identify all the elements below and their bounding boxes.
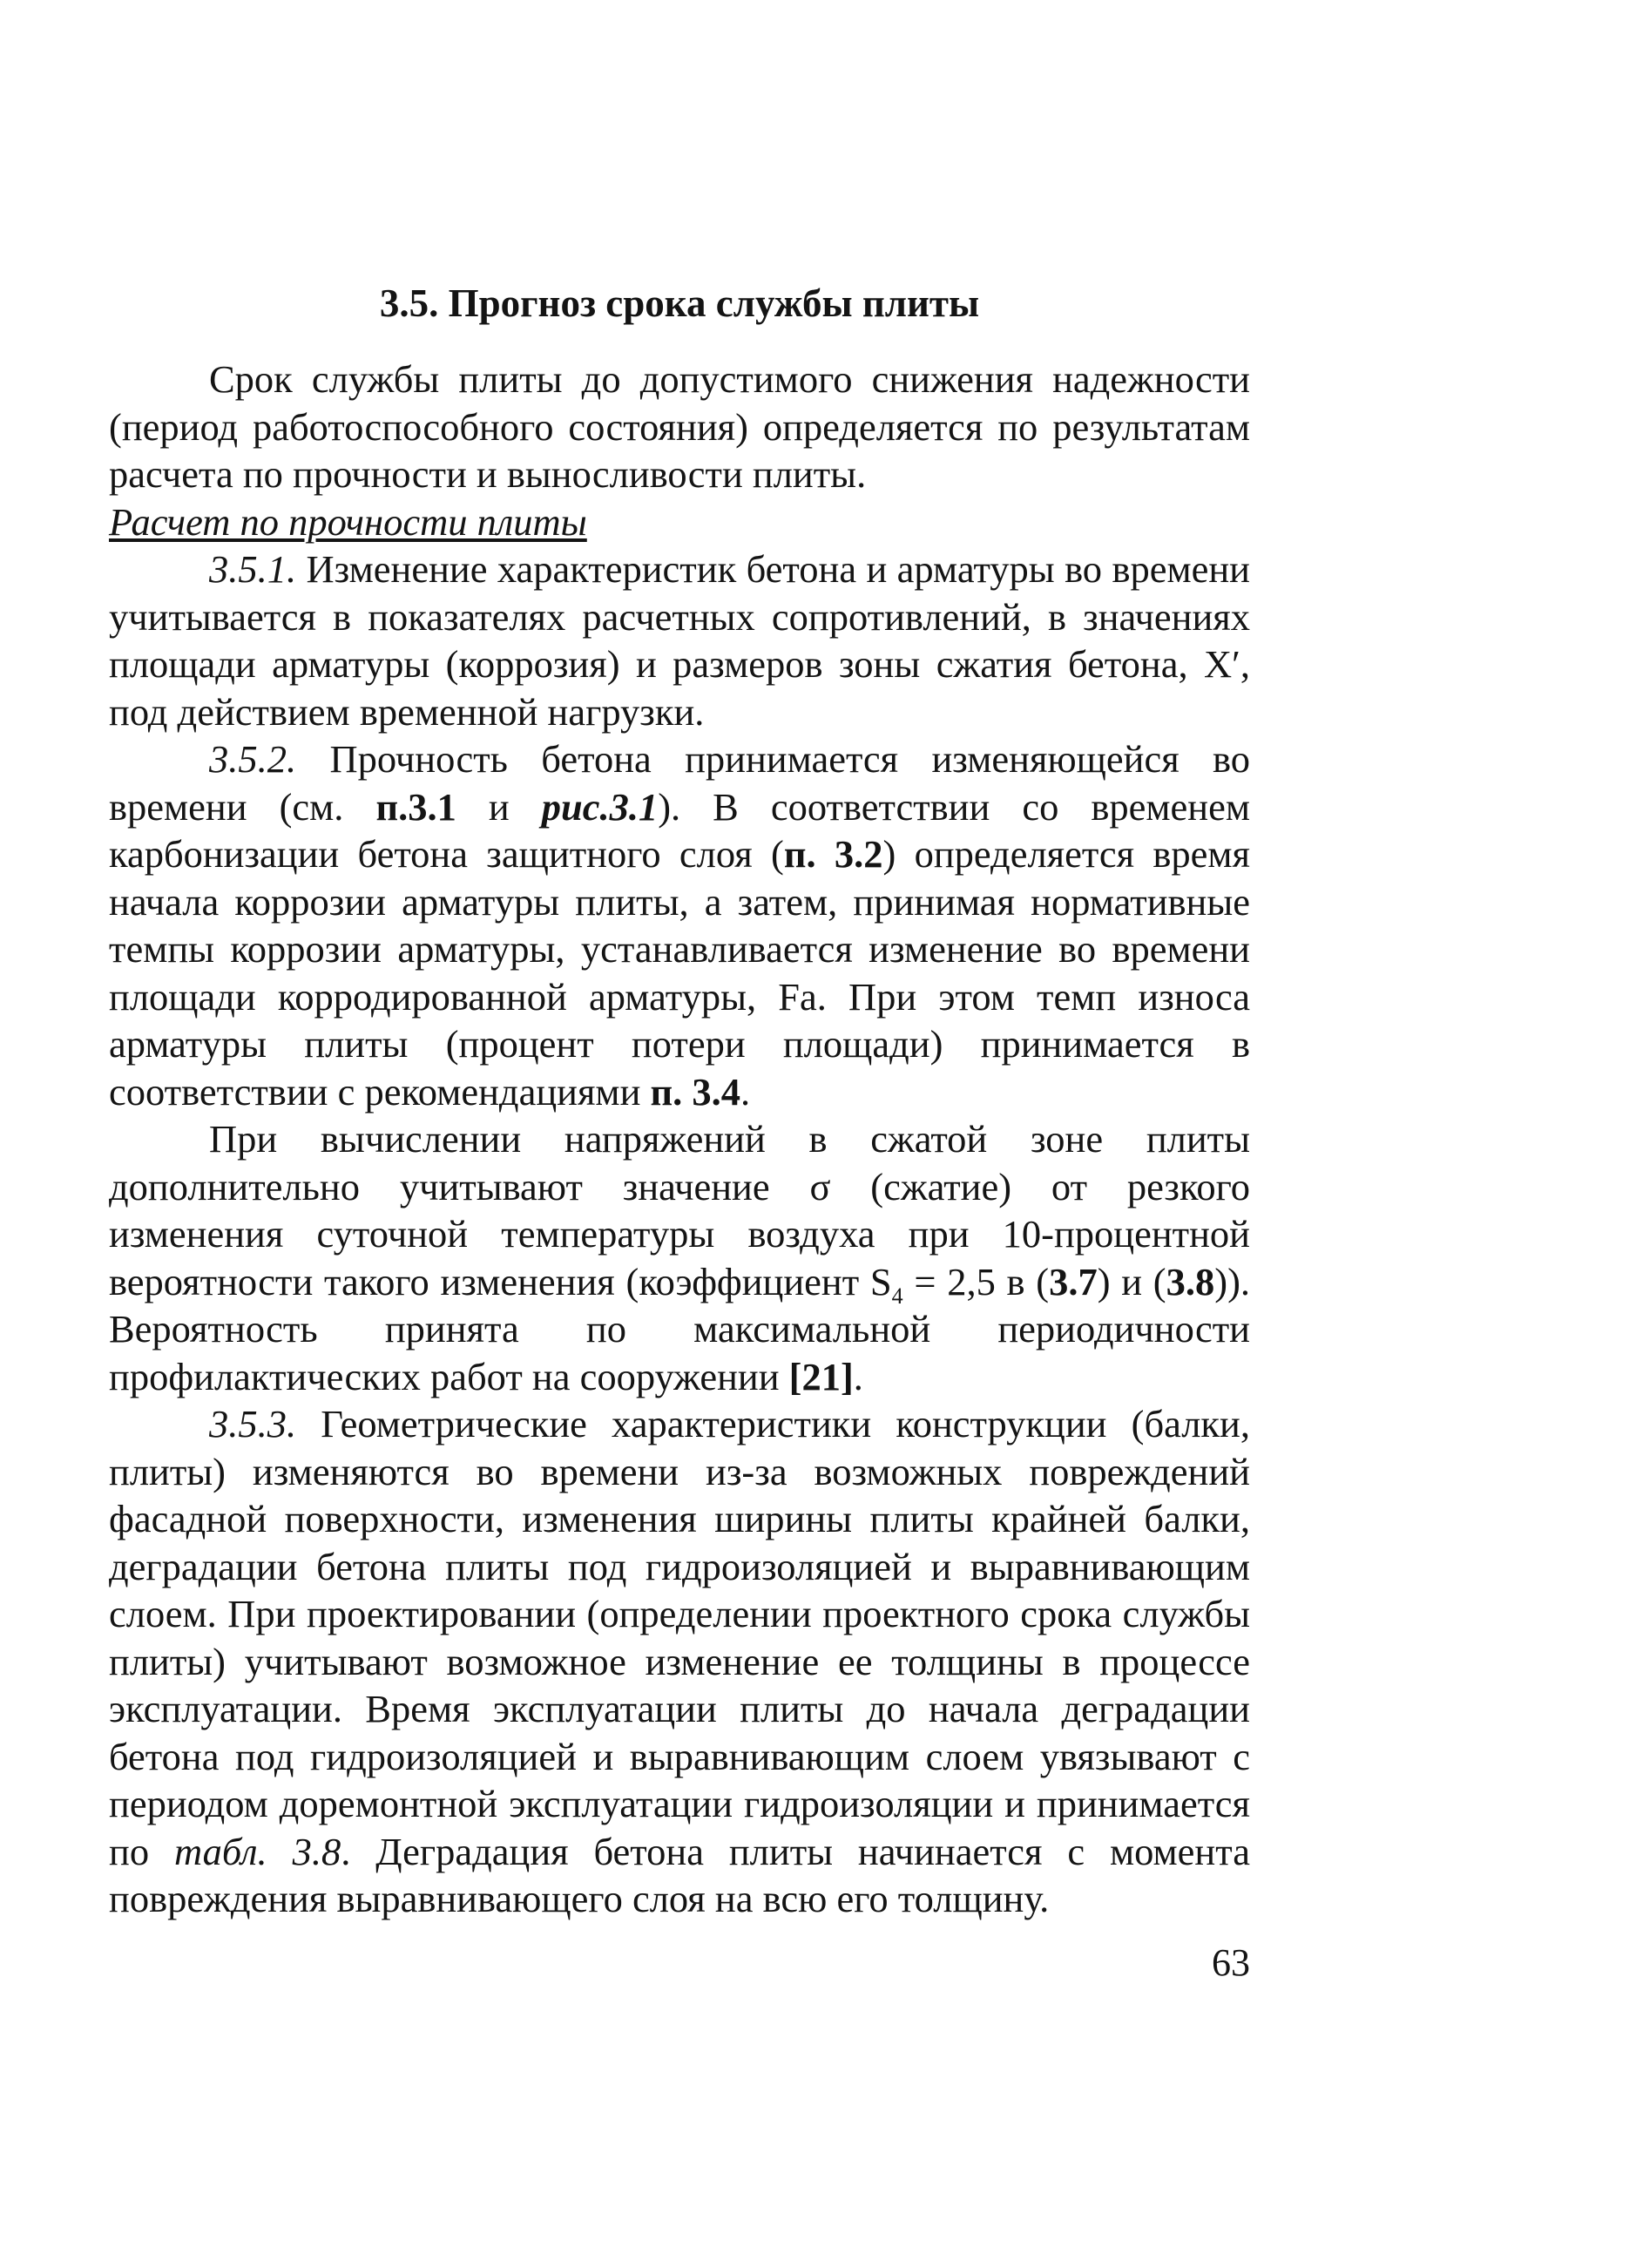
document-body (109, 355, 1250, 1923)
paragraph-text: ). В соответствии со временем карбонизации бетона защитного слоя ( (109, 784, 1250, 876)
paragraph-3-5-1 (109, 545, 1250, 735)
figure-reference: рис.3.1 (541, 784, 659, 829)
paragraph-number: 3.5.1. (209, 547, 297, 591)
paragraph-text: . Деградация бетона плиты начинается с момента повреждения выравнивающего слоя на всю его толщину. (109, 1829, 1250, 1920)
formula-reference: 3.7 (1049, 1259, 1098, 1303)
paragraph-text: = 2,5 в ( (902, 1259, 1050, 1303)
paragraph-text: ) и ( (1097, 1259, 1166, 1303)
paragraph-number: 3.5.2. (209, 737, 297, 781)
formula-reference: 3.8 (1166, 1259, 1215, 1303)
section-reference: п. 3.2 (783, 832, 883, 876)
paragraph-text: Изменение характеристик бетона и арматуры во времени учитывается в показателях расчетных сопротивлений, в значениях площади арматуры (коррозия) и размеров зоны сжатия бетона, X′, под действием временной нагрузки. (109, 547, 1250, 734)
paragraph-stress-calculation (109, 1115, 1250, 1400)
paragraph-number: 3.5.3. (209, 1402, 297, 1445)
paragraph-text: При вычислении напряжений в сжатой зоне плиты дополнительно учитывают значение σ (сжатие) от резкого изменения суточной температуры воздуха при 10-процентной вероятности такого изменения (коэффициент S (109, 1117, 1250, 1303)
section-heading: 3.5. Прогноз срока службы плиты (379, 281, 980, 325)
intro-paragraph: Срок службы плиты до допустимого снижения надежности (период работоспособного состояния) определяется по результатам расчета по прочности и выносливости плиты. (109, 357, 1250, 496)
paragraph-text: Геометрические характеристики конструкции (балки, плиты) изменяются во времени из-за возможных повреждений фасадной поверхности, изменения ширины плиты крайней балки, деградации бетона плиты под гидроизоляцией и выравнивающим слоем. При проектировании (определении проектного срока службы плиты) учитывают возможное изменение ее толщины в процессе эксплуатации. Время эксплуатации плиты до начала деградации бетона под гидроизоляцией и выравнивающим слоем увязывают с периодом доремонтной эксплуатации гидроизоляции и принимается по (109, 1402, 1250, 1873)
paragraph-text: ) определяется время начала коррозии арматуры плиты, а затем, принимая нормативные темпы коррозии арматуры, устанавливается изменение во времени площади корродированной арматуры, Fa. При этом темп износа арматуры плиты (процент потери площади) принимается в соответствии с рекомендациями (109, 832, 1251, 1114)
coefficient-subscript: 4 (891, 1283, 903, 1309)
paragraph-text: . (853, 1354, 863, 1398)
section-reference: п.3.1 (375, 784, 456, 829)
paragraph-text: . (740, 1069, 751, 1114)
paragraph-text: Прочность бетона принимается изменяющейся во времени (см. (109, 737, 1250, 829)
subheading-strength-calculation: Расчет по прочности плиты (109, 499, 587, 544)
page-number: 63 (1212, 1941, 1250, 1984)
paragraph-3-5-3 (109, 1400, 1250, 1923)
section-reference: п. 3.4 (650, 1069, 741, 1114)
paragraph-text: и (456, 784, 542, 829)
bibliography-reference: [21] (788, 1354, 854, 1398)
paragraph-3-5-2 (109, 735, 1250, 1115)
table-reference: табл. 3.8 (173, 1829, 341, 1873)
paragraph-text: )). Вероятность принята по максимальной периодичности профилактических работ на сооружении (109, 1259, 1251, 1398)
